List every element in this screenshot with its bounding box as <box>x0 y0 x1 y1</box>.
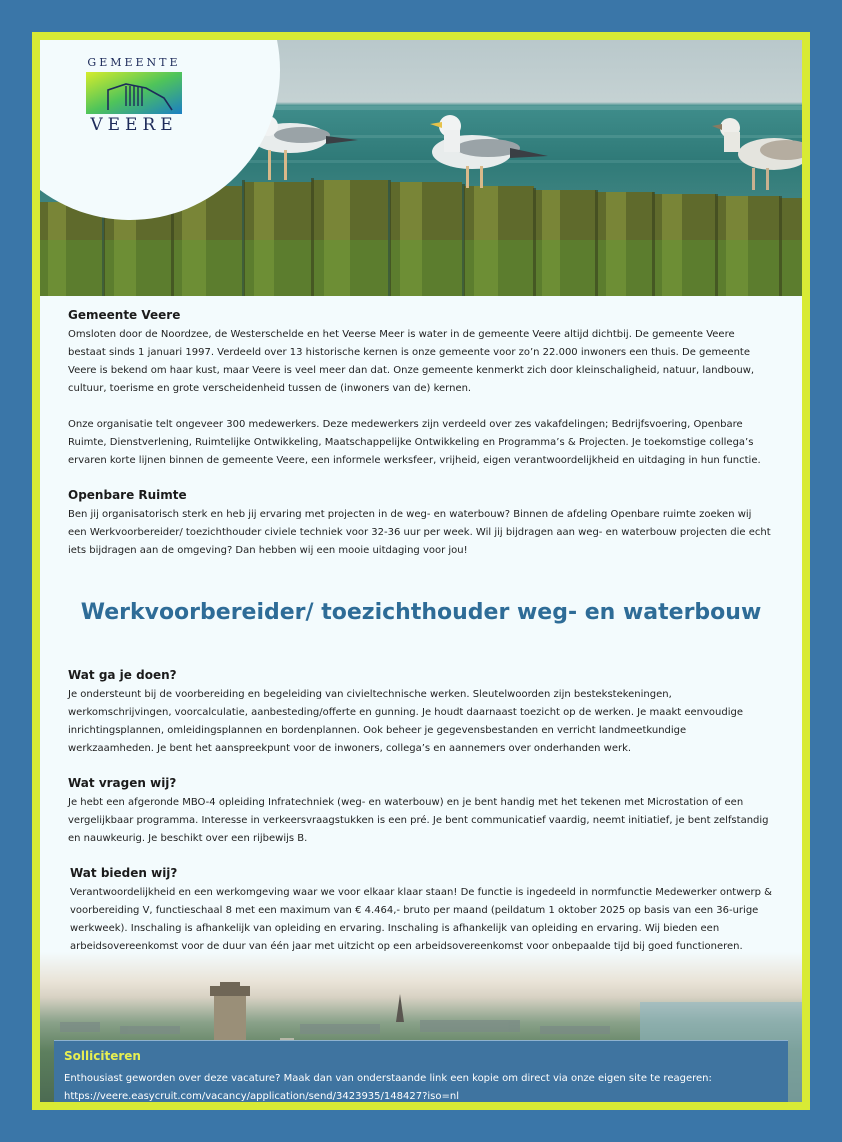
hero-photo-seagulls <box>40 40 802 296</box>
job-title: Werkvoorbereider/ toezichthouder weg- en waterbouw <box>80 600 762 625</box>
offer-section <box>70 866 774 956</box>
tasks-text: Je ondersteunt bij de voorbereiding en begeleiding van civieltechnische werken. Sleutelwoorden zijn bestekstekeningen, werkomschrijvingen, voorcalculatie, aanbesteding/offerte en gunning. Je houdt daarnaast toezicht op de werken. Je maakt eenvoudige inrichtingsplannen, omleidingsplannen en bordenplannen. Ook beheer je gegevensbestanden en verricht landmeetkundige werkzaamheden. Je bent het aanspreekpunt voor de inwoners, collega’s en aannemers over onderhanden werk. <box>68 689 743 754</box>
offer-heading: Wat bieden wij? <box>70 866 178 880</box>
tasks-section <box>68 668 772 758</box>
logo-text-bottom: VEERE <box>90 115 178 135</box>
intro-heading: Gemeente Veere <box>68 308 181 322</box>
offer-text: Verantwoordelijkheid en een werkomgeving waar we voor elkaar klaar staan! De functie is ingedeeld in normfunctie Medewerker ontwerp & voorbereiding V, functieschaal 8 met een maximum van € 4.464,- bruto per maand (peildatum 1 oktober 2025 op basis van een 36-urige werkweek). Inschaling is afhankelijk van opleiding en ervaring. Inschaling is afhankelijk van opleiding en ervaring. Wij bieden een arbeidsovereenkomst voor de duur van één jaar met uitzicht op een arbeidsovereenkomst voor onbepaalde tijd bij goed functioneren. <box>70 887 772 952</box>
seagull-right <box>712 118 802 190</box>
seagull-middle <box>430 115 548 188</box>
apply-heading: Solliciteren <box>64 1049 141 1063</box>
requirements-heading: Wat vragen wij? <box>68 776 177 790</box>
intro-paragraph-2: Onze organisatie telt ongeveer 300 medewerkers. Deze medewerkers zijn verdeeld over zes vakafdelingen; Bedrijfsvoering, Openbare Ruimte, Dienstverlening, Ruimtelijke Ontwikkeling, Maatschappelijke Ontwikkeling en Programma’s & Projecten. Je toekomstige collega’s ervaren korte lijnen binnen de gemeente Veere, een informele werksfeer, vrijheid, eigen verantwoordelijkheid en uitdaging in hun functie. <box>68 419 761 466</box>
department-section <box>68 488 772 560</box>
requirements-section <box>68 776 772 848</box>
department-heading: Openbare Ruimte <box>68 488 187 502</box>
apply-box <box>54 1040 788 1102</box>
intro-section <box>68 308 772 470</box>
logo-mark-icon <box>86 72 182 114</box>
gemeente-veere-logo <box>78 56 190 135</box>
logo-text-top: GEMEENTE <box>87 56 181 69</box>
apply-text: Enthousiast geworden over deze vacature? Maak dan van onderstaande link een kopie om direct via onze eigen site te reageren: <box>64 1073 712 1084</box>
department-text: Ben jij organisatorisch sterk en heb jij ervaring met projecten in de weg- en waterbouw? Binnen de afdeling Openbare ruimte zoeken wij een Werkvoorbereider/ toezichthouder civiele techniek voor 32-36 uur per week. Wil jij bijdragen aan weg- en waterbouw projecten die echt iets bijdragen aan de omgeving? Dan hebben wij een mooie uitdaging voor jou! <box>68 509 771 556</box>
requirements-text: Je hebt een afgeronde MBO-4 opleiding Infratechniek (weg- en waterbouw) en je bent handig met het tekenen met Microstation of een vergelijkbaar programma. Interesse in verkeersvraagstukken is een pré. Je bent communicatief vaardig, neemt initiatief, je bent zelfstandig en nauwkeurig. Je beschikt over een rijbewijs B. <box>68 797 769 844</box>
intro-paragraph-1: Omsloten door de Noordzee, de Westerschelde en het Veerse Meer is water in de gemeente Veere altijd dichtbij. De gemeente Veere bestaat sinds 1 januari 1997. Verdeeld over 13 historische kernen is onze gemeente voor zo’n 22.000 inwoners een thuis. De gemeente Veere is bekend om haar kust, maar Veere is veel meer dan dat. Onze gemeente kenmerkt zich door kleinschaligheid, natuur, landbouw, cultuur, toerisme en grote verscheidenheid tussen de (inwoners van de) kernen. <box>68 329 755 394</box>
tasks-heading: Wat ga je doen? <box>68 668 177 682</box>
vacancy-sheet <box>40 40 802 1102</box>
apply-link[interactable]: https://veere.easycruit.com/vacancy/application/send/3423935/148427?iso=nl <box>64 1091 459 1102</box>
